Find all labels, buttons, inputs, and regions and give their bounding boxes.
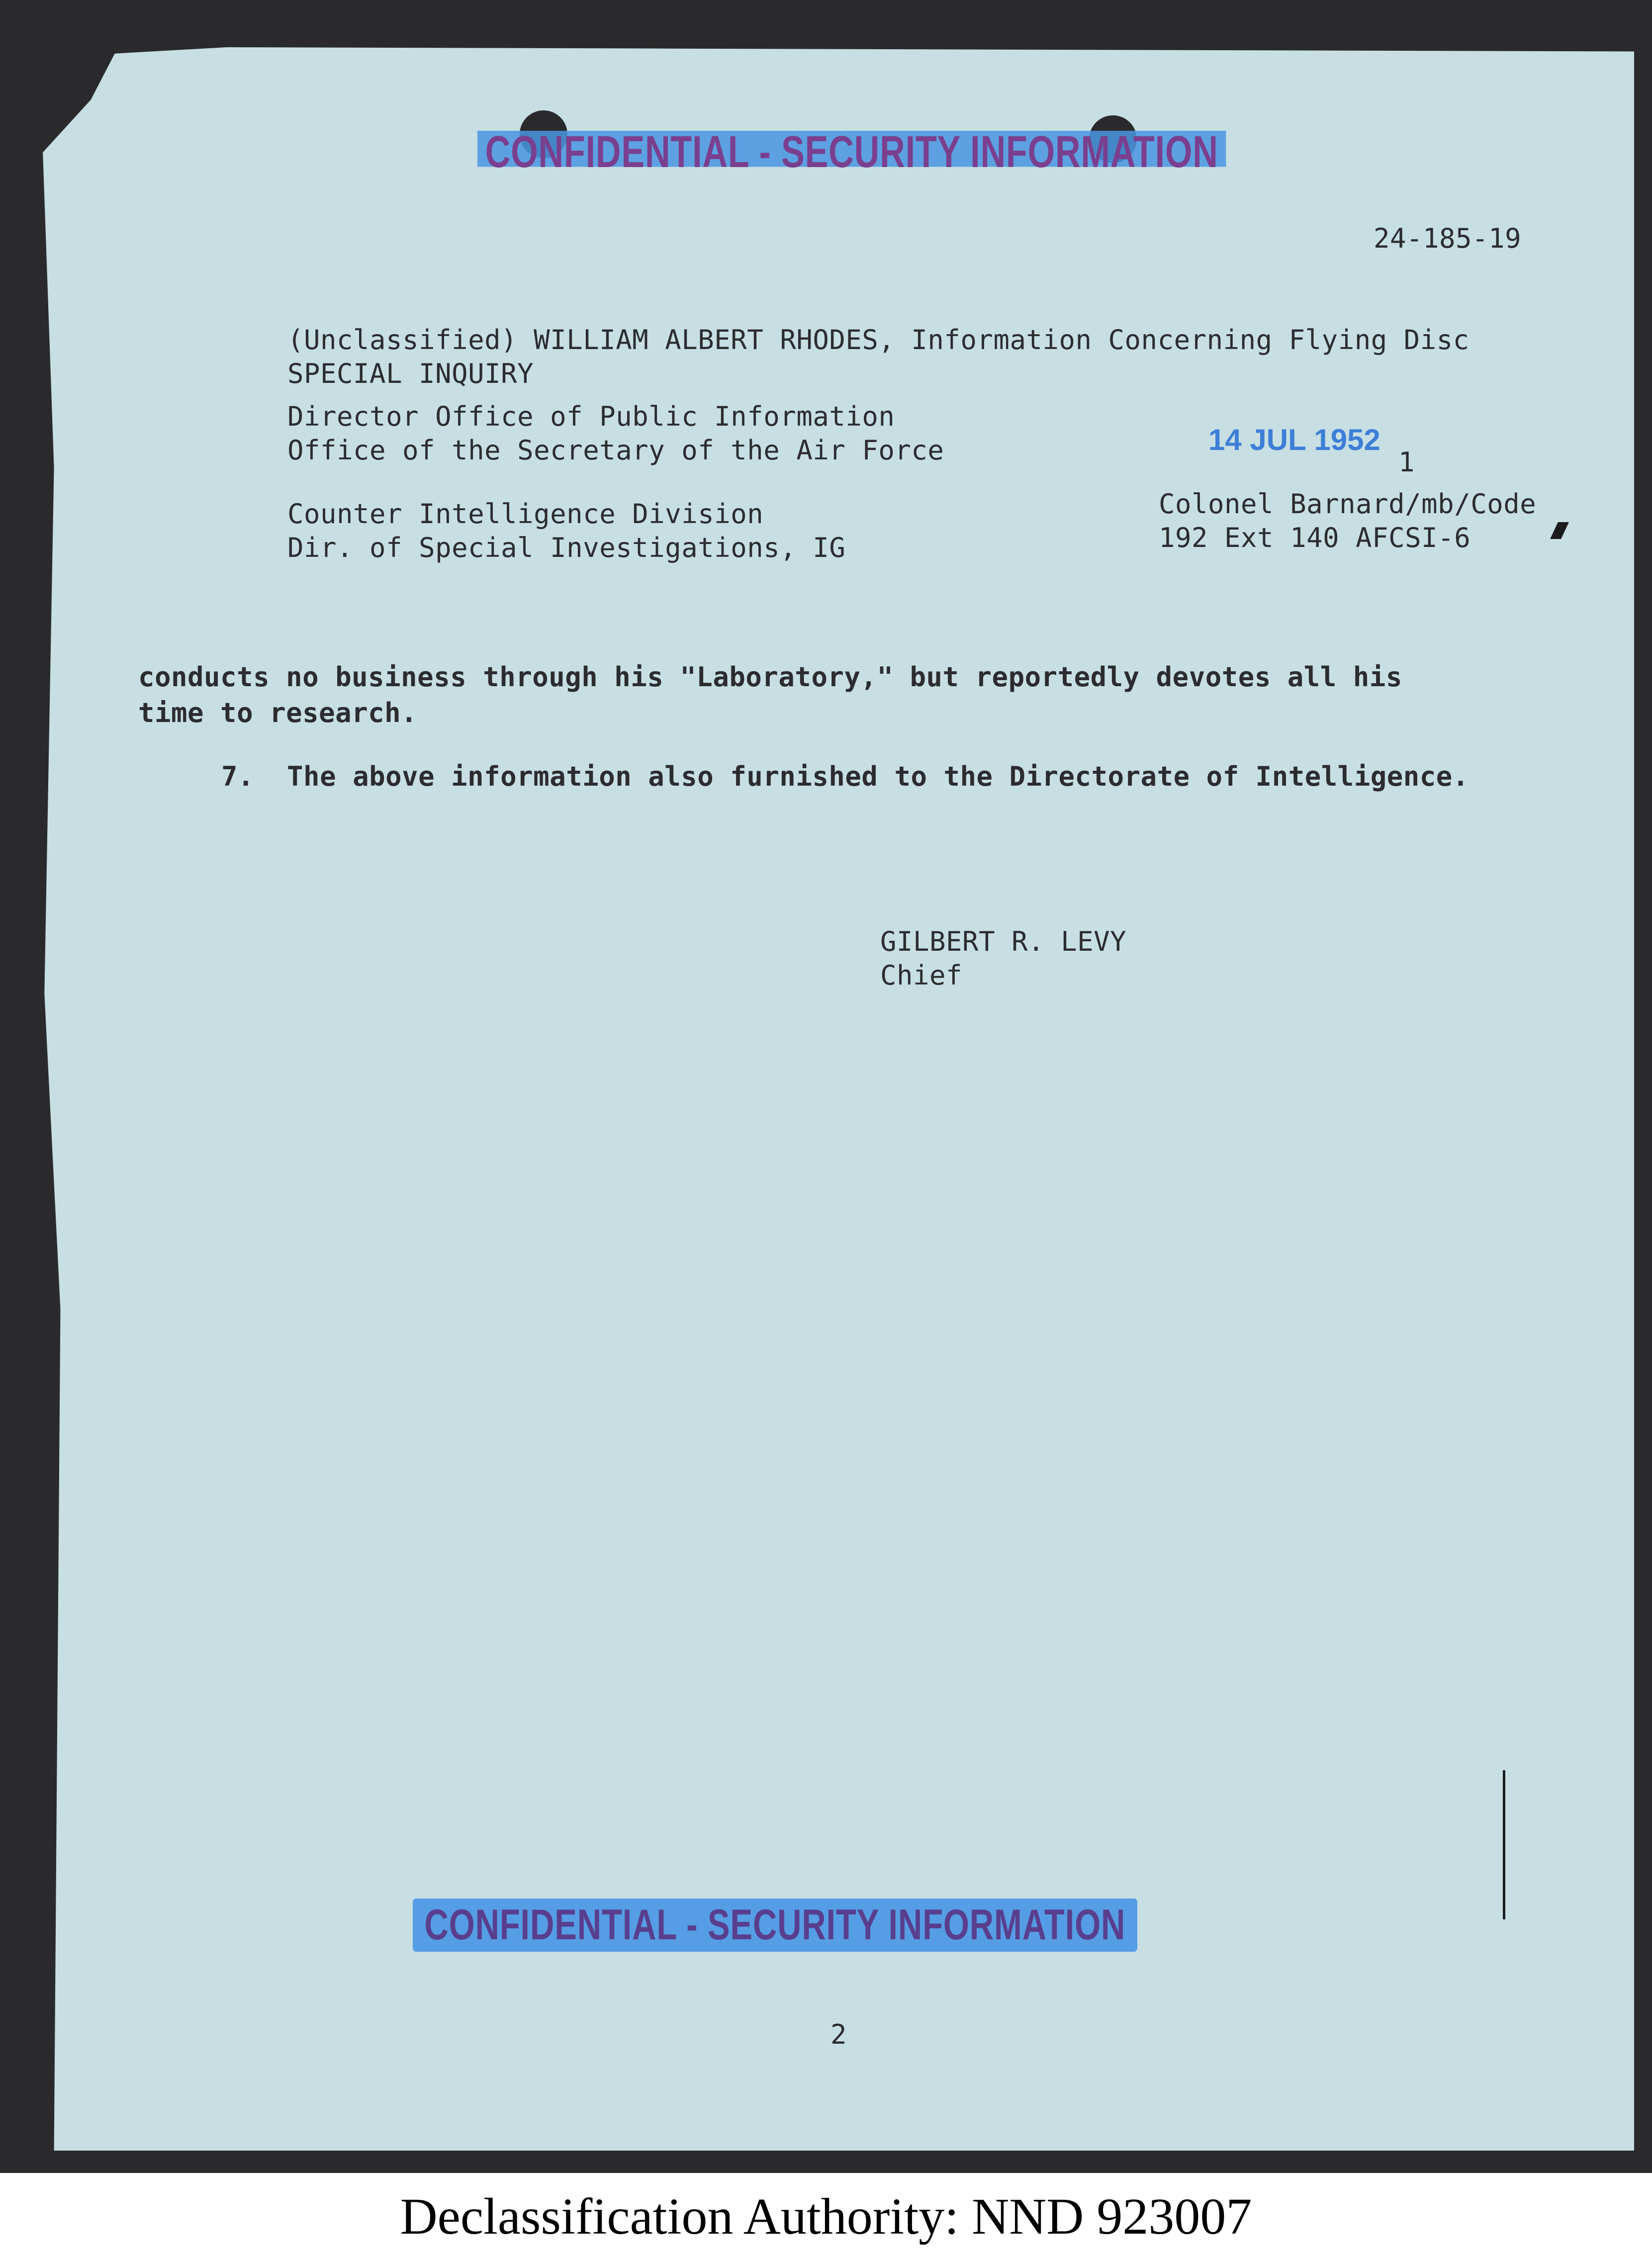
body-line-2: time to research. bbox=[138, 697, 418, 728]
file-number: 24-185-19 bbox=[1374, 223, 1522, 254]
body-line-1: conducts no business through his "Laboratory," but reportedly devotes all his bbox=[138, 661, 1402, 693]
from-line-2: Dir. of Special Investigations, IG bbox=[287, 532, 846, 563]
from-line-1: Counter Intelligence Division bbox=[287, 498, 764, 530]
to-line-1: Director Office of Public Information bbox=[287, 401, 895, 432]
page-marker: 1 bbox=[1398, 447, 1415, 478]
contact-line-1: Colonel Barnard/mb/Code bbox=[1159, 488, 1537, 520]
signer-title: Chief bbox=[880, 960, 963, 991]
confidential-stamp-bottom: CONFIDENTIAL - SECURITY INFORMATION bbox=[413, 1898, 1137, 1952]
paragraph-7: 7. The above information also furnished to the Directorate of Intelligence. bbox=[221, 761, 1469, 792]
page-number: 2 bbox=[830, 2019, 847, 2050]
declassification-footer: Declassification Authority: NND 923007 bbox=[0, 2173, 1652, 2260]
date-received-stamp: 14 JUL 1952 bbox=[1208, 423, 1380, 456]
pen-mark bbox=[1503, 1770, 1505, 1919]
signer-name: GILBERT R. LEVY bbox=[880, 926, 1127, 957]
to-line-2: Office of the Secretary of the Air Force bbox=[287, 435, 944, 466]
subject-line: (Unclassified) WILLIAM ALBERT RHODES, Information Concerning Flying Disc bbox=[287, 324, 1469, 356]
confidential-stamp-top: CONFIDENTIAL - SECURITY INFORMATION bbox=[477, 127, 1226, 178]
document-page bbox=[35, 47, 1634, 2151]
contact-line-2: 192 Ext 140 AFCSI-6 bbox=[1159, 522, 1471, 553]
subject-type: SPECIAL INQUIRY bbox=[287, 358, 534, 389]
